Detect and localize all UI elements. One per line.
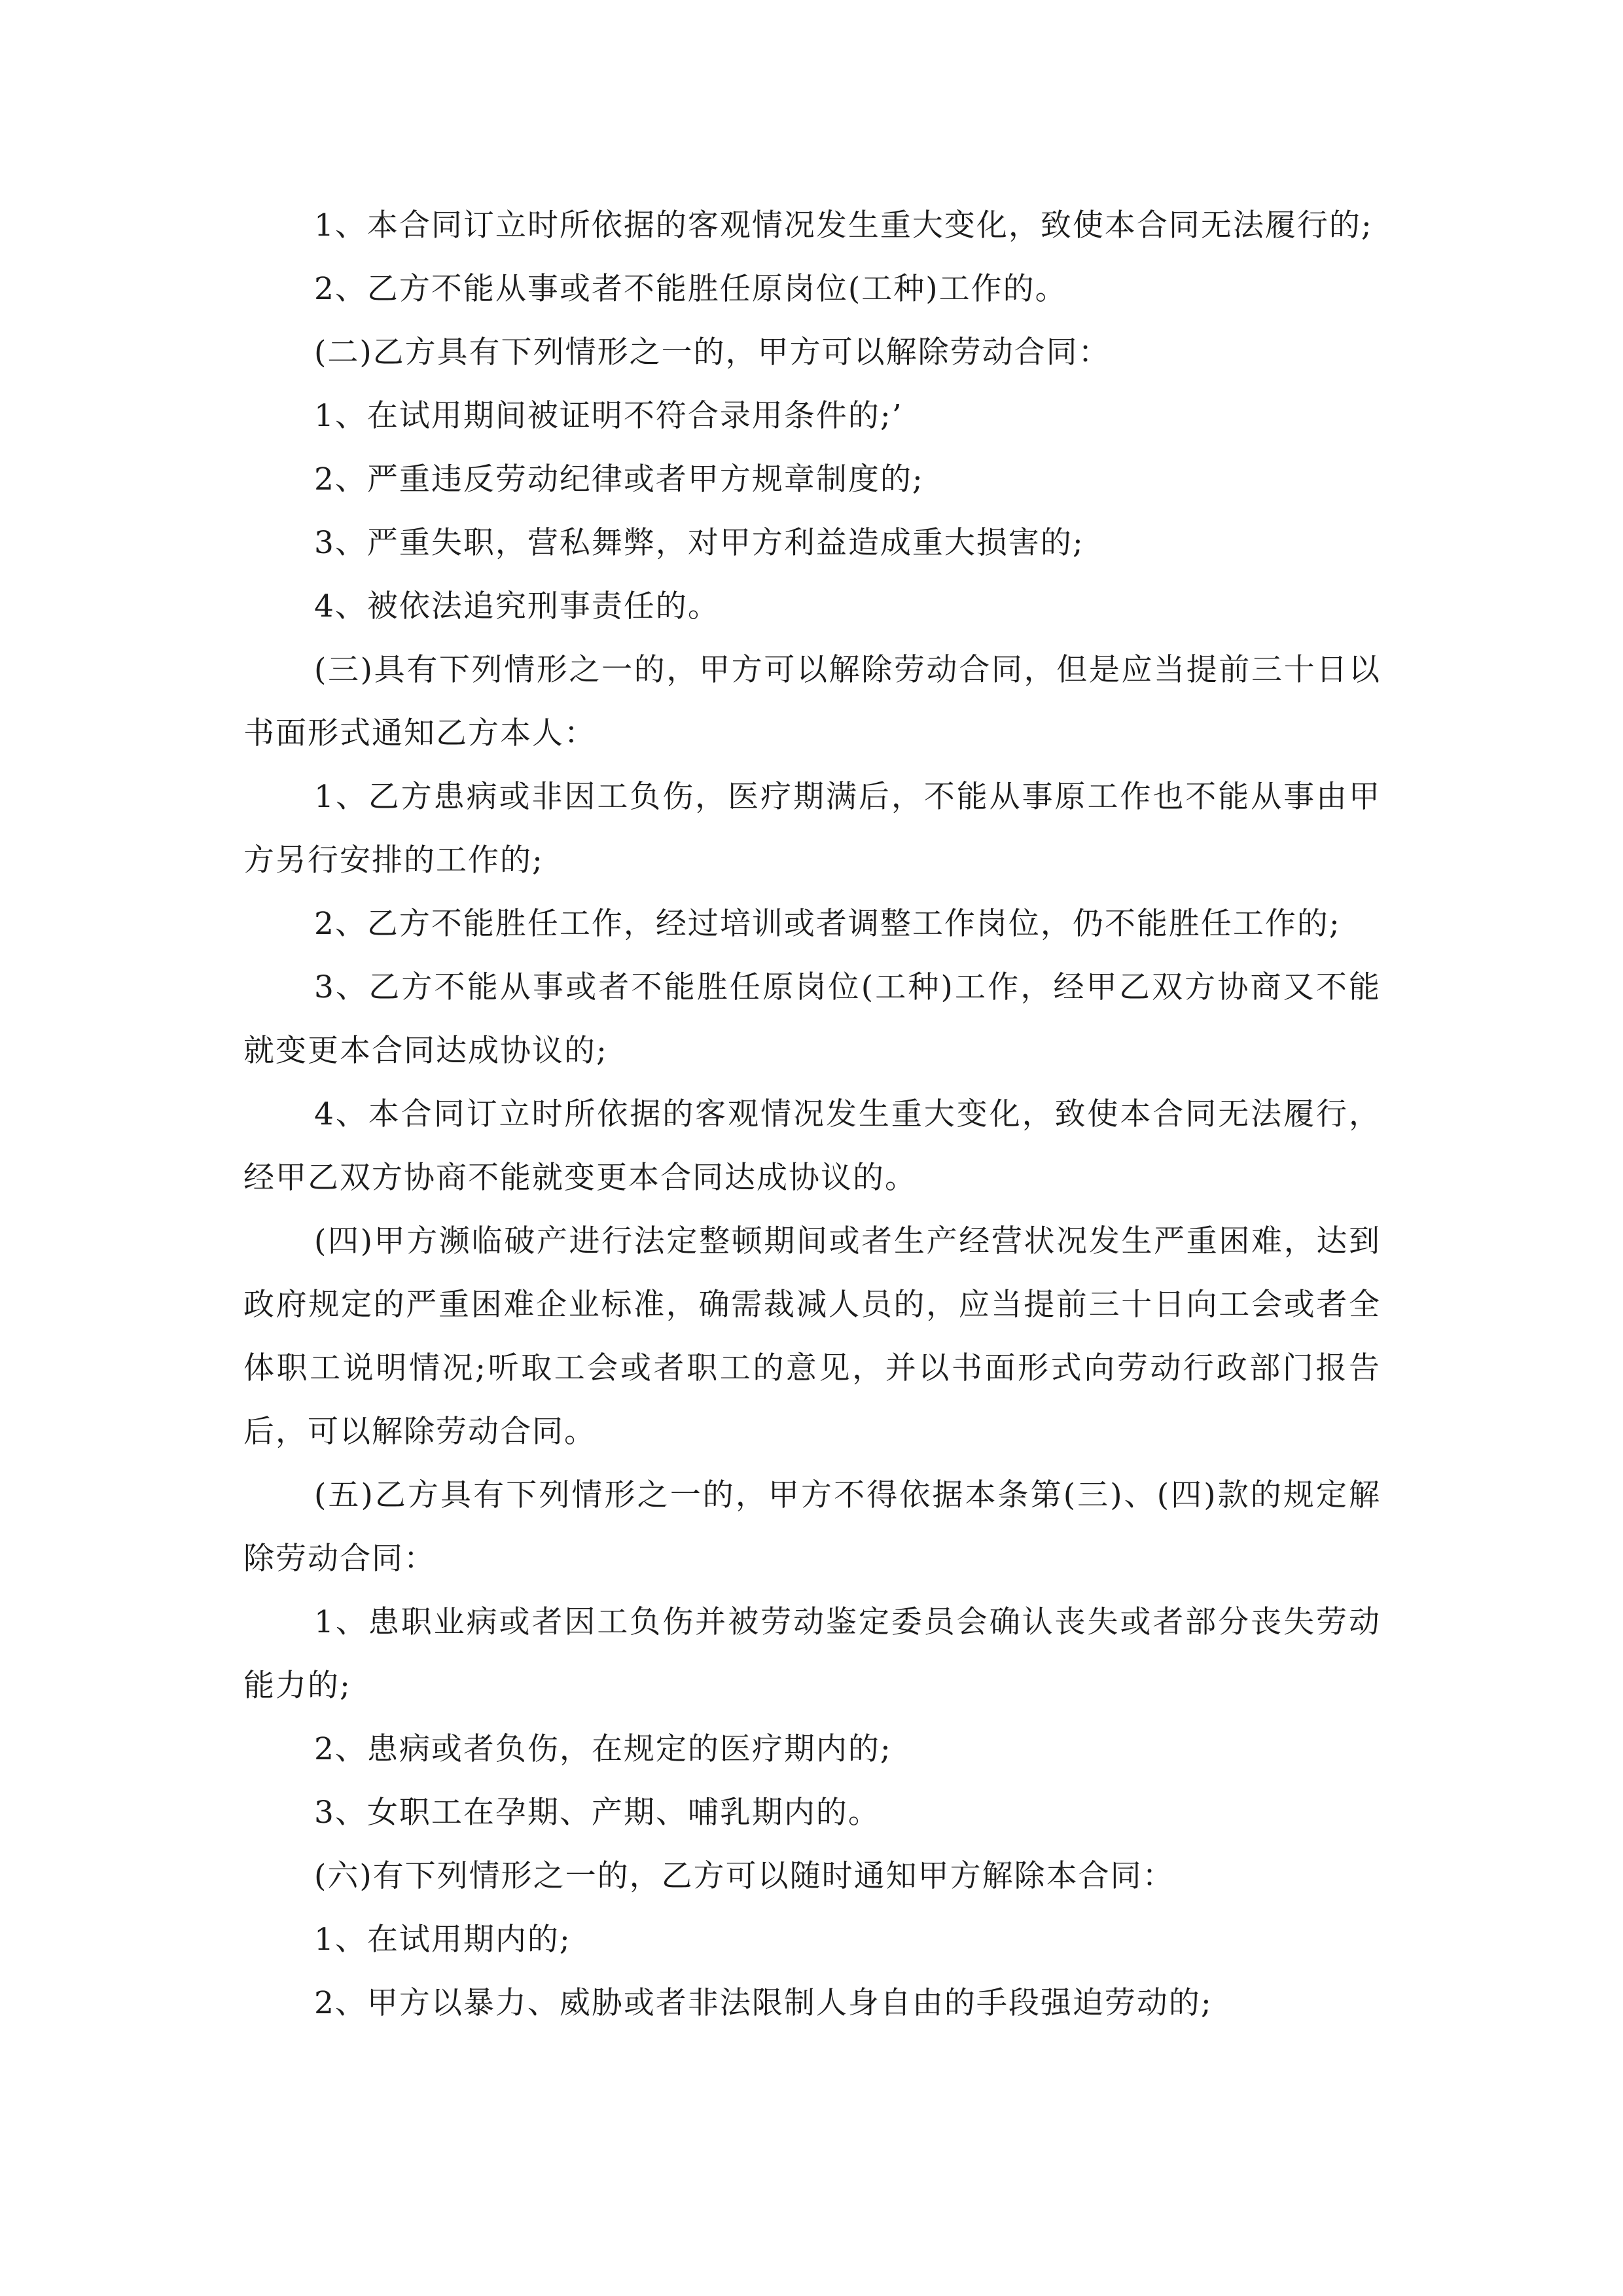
document-body bbox=[243, 194, 1381, 2035]
paragraph: (六)有下列情形之一的，乙方可以随时通知甲方解除本合同： bbox=[314, 1858, 1175, 1894]
paragraph: 1、乙方患病或非因工负伤，医疗期满后，不能从事原工作也不能从事由甲方另行安排的工作的; bbox=[243, 779, 1381, 878]
paragraph: 3、女职工在孕期、产期、哺乳期内的。 bbox=[314, 1795, 880, 1831]
paragraph: 2、患病或者负伤，在规定的医疗期内的; bbox=[314, 1731, 892, 1767]
paragraph: 1、患职业病或者因工负伤并被劳动鉴定委员会确认丧失或者部分丧失劳动能力的; bbox=[243, 1604, 1381, 1704]
paragraph: (三)具有下列情形之一的，甲方可以解除劳动合同，但是应当提前三十日以书面形式通知乙方本人： bbox=[243, 652, 1381, 751]
paragraph: 3、乙方不能从事或者不能胜任原岗位(工种)工作，经甲乙双方协商又不能就变更本合同达成协议的; bbox=[243, 969, 1381, 1069]
paragraph: 2、严重违反劳动纪律或者甲方规章制度的; bbox=[314, 461, 924, 497]
paragraph: 2、乙方不能从事或者不能胜任原岗位(工种)工作的。 bbox=[314, 271, 1067, 307]
paragraph: 2、甲方以暴力、威胁或者非法限制人身自由的手段强迫劳动的; bbox=[314, 1985, 1213, 2021]
paragraph: 1、在试用期内的; bbox=[314, 1922, 571, 1958]
paragraph: (二)乙方具有下列情形之一的，甲方可以解除劳动合同： bbox=[314, 334, 1111, 370]
paragraph: (五)乙方具有下列情形之一的，甲方不得依据本条第(三)、(四)款的规定解除劳动合同： bbox=[243, 1477, 1381, 1577]
paragraph: 4、被依法追究刑事责任的。 bbox=[314, 588, 720, 624]
paragraph: 2、乙方不能胜任工作，经过培训或者调整工作岗位，仍不能胜任工作的; bbox=[314, 906, 1341, 942]
paragraph: 4、本合同订立时所依据的客观情况发生重大变化，致使本合同无法履行，经甲乙双方协商不能就变更本合同达成协议的。 bbox=[243, 1096, 1381, 1196]
paragraph: 1、在试用期间被证明不符合录用条件的;’ bbox=[314, 398, 903, 434]
paragraph: 3、严重失职，营私舞弊，对甲方利益造成重大损害的; bbox=[314, 525, 1084, 561]
paragraph: (四)甲方濒临破产进行法定整顿期间或者生产经营状况发生严重困难，达到政府规定的严重困难企业标准，确需裁减人员的，应当提前三十日向工会或者全体职工说明情况;听取工会或者职工的意见，并以书面形式向劳动行政部门报告后，可以解除劳动合同。 bbox=[243, 1223, 1381, 1450]
paragraph: 1、本合同订立时所依据的客观情况发生重大变化，致使本合同无法履行的; bbox=[314, 207, 1373, 243]
